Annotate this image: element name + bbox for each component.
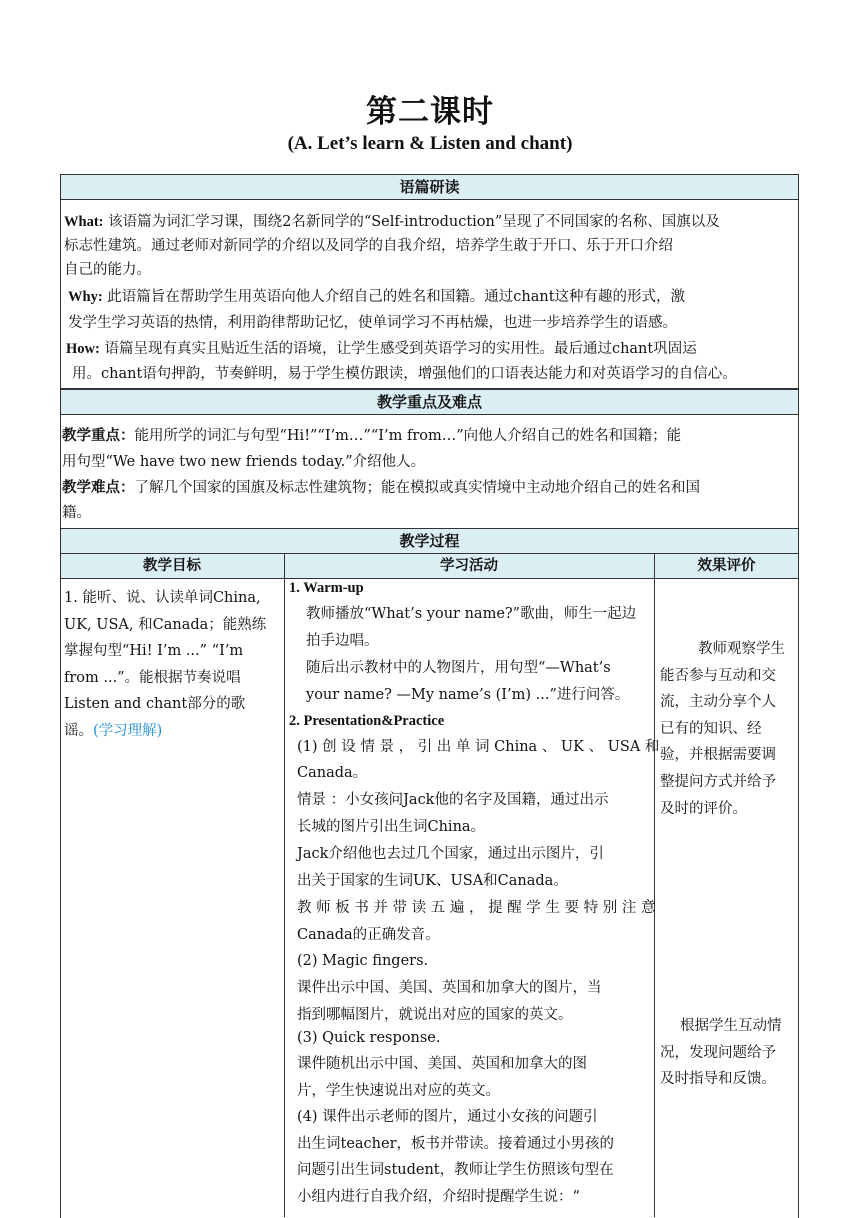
column-eval-header: 效果评价 — [697, 557, 756, 574]
key-point-label: 教学重点： — [62, 428, 135, 444]
what-line-3: 自己的能力。 — [64, 262, 151, 278]
difficulty-line-2: 籍。 — [62, 505, 91, 521]
how-line-2: 用。chant语句押韵，节奏鲜明，易于学生模仿跟读，增强他们的口语表达能力和对英语学习的自信心。 — [72, 366, 737, 382]
pp-line-6: 出关于国家的生词UK、USA和Canada。 — [297, 873, 568, 889]
goal-text: 1. 能听、说、认读单词China, UK, USA, 和Canada；能熟练 掌握句型“Hi! I’m ...” “I’m from ...”。能根据节奏说唱 Listen and chant部分的歌 谣。(学习理解) — [64, 590, 267, 739]
pp-line-4: 长城的图片引出生词China。 — [297, 819, 486, 835]
evaluation-text-1: 教师观察学生 能否参与互动和交 流，主动分享个人 已有的知识、经 验，并根据需要调 整提问方式并给予 及时的评价。 — [660, 641, 785, 817]
why-line-2: 发学生学习英语的热情，利用韵律帮助记忆，使单词学习不再枯燥，也进一步培养学生的语感。 — [68, 315, 677, 331]
section-process-header: 教学过程 — [60, 528, 799, 554]
pp-line-11: 指到哪幅图片，就说出对应的国家的英文。 — [297, 1007, 573, 1023]
evaluation-text-2: 根据学生互动情 况，发现问题给予 及时指导和反馈。 — [660, 1018, 782, 1088]
pp-line-14: 片，学生快速说出对应的英文。 — [297, 1083, 500, 1099]
warmup-line-1: 教师播放“What’s your name?”歌曲，师生一起边 — [306, 606, 637, 622]
difficulty-line-1: 教学难点：了解几个国家的国旗及标志性建筑物；能在模拟或真实情境中主动地介绍自己的姓名和国 — [62, 480, 700, 496]
warmup-line-3: 随后出示教材中的人物图片，用句型“—What’s — [306, 660, 611, 676]
warmup-title: 1. Warm-up — [289, 580, 364, 596]
pp-line-2: Canada。 — [297, 765, 368, 781]
column-goal-header: 教学目标 — [143, 557, 201, 574]
warmup-line-2: 拍手边唱。 — [306, 633, 379, 649]
pp-line-16: 出生词teacher，板书并带读。接着通过小男孩的 — [297, 1136, 615, 1152]
pp-line-18: 小组内进行自我介绍，介绍时提醒学生说：“ — [297, 1189, 580, 1205]
pp-line-17: 问题引出生词student，教师让学生仿照该句型在 — [297, 1162, 614, 1178]
why-line-1: Why: 此语篇旨在帮助学生用英语向他人介绍自己的姓名和国籍。通过chant这种有趣的形式，激 — [68, 289, 686, 305]
why-label: Why: — [68, 289, 103, 305]
pp-line-10: 课件出示中国、美国、英国和加拿大的图片，当 — [297, 980, 602, 996]
pp-line-1: (1) 创 设 情 景 ， 引 出 单 词 China 、 UK 、 USA 和 — [297, 739, 660, 755]
how-label: How: — [66, 341, 100, 357]
warmup-line-4: your name? —My name’s (I’m) ...”进行问答。 — [306, 687, 630, 703]
pp-line-8: Canada的正确发音。 — [297, 927, 440, 943]
difficulty-label: 教学难点： — [62, 480, 135, 496]
pp-line-5: Jack介绍他也去过几个国家，通过出示图片，引 — [297, 846, 604, 862]
section-focus-header: 教学重点及难点 — [60, 389, 799, 415]
pp-line-7: 教 师 板 书 并 带 读 五 遍 ， 提 醒 学 生 要 特 别 注 意 — [297, 900, 656, 916]
key-point-line-2: 用句型“We have two new friends today.”介绍他人。 — [62, 454, 426, 470]
section-reading-header: 语篇研读 — [60, 174, 799, 200]
what-line-1: What: 该语篇为词汇学习课，围绕2名新同学的“Self-introduction”呈现了不同国家的名称、国旗以及 — [64, 214, 720, 230]
how-line-1: How: 语篇呈现有真实且贴近生活的语境，让学生感受到英语学习的实用性。最后通过chant巩固运 — [66, 341, 697, 357]
page-subtitle: (A. Let’s learn & Listen and chant) — [287, 133, 573, 154]
what-label: What: — [64, 214, 104, 230]
pp-line-15: (4) 课件出示老师的图片，通过小女孩的问题引 — [297, 1109, 598, 1125]
pp-line-12: (3) Quick response. — [297, 1030, 441, 1046]
pp-line-13: 课件随机出示中国、美国、英国和加拿大的图 — [297, 1056, 587, 1072]
what-line-2: 标志性建筑。通过老师对新同学的介绍以及同学的自我介绍，培养学生敢于开口、乐于开口介绍 — [64, 238, 673, 254]
presentation-title: 2. Presentation&Practice — [289, 713, 445, 729]
pp-line-3: 情景 ：小女孩问Jack他的名字及国籍，通过出示 — [297, 792, 609, 808]
column-activity-header: 学习活动 — [440, 557, 498, 574]
key-point-line-1: 教学重点：能用所学的词汇与句型“Hi!”“I’m…”“I’m from…”向他人介绍自己的姓名和国籍；能 — [62, 428, 682, 444]
goal-level-tag: (学习理解) — [93, 722, 163, 739]
column-divider-1 — [284, 553, 285, 1217]
pp-line-9: (2) Magic fingers. — [297, 953, 429, 969]
column-divider-2 — [654, 553, 655, 1217]
page-title: 第二课时 — [366, 94, 494, 130]
